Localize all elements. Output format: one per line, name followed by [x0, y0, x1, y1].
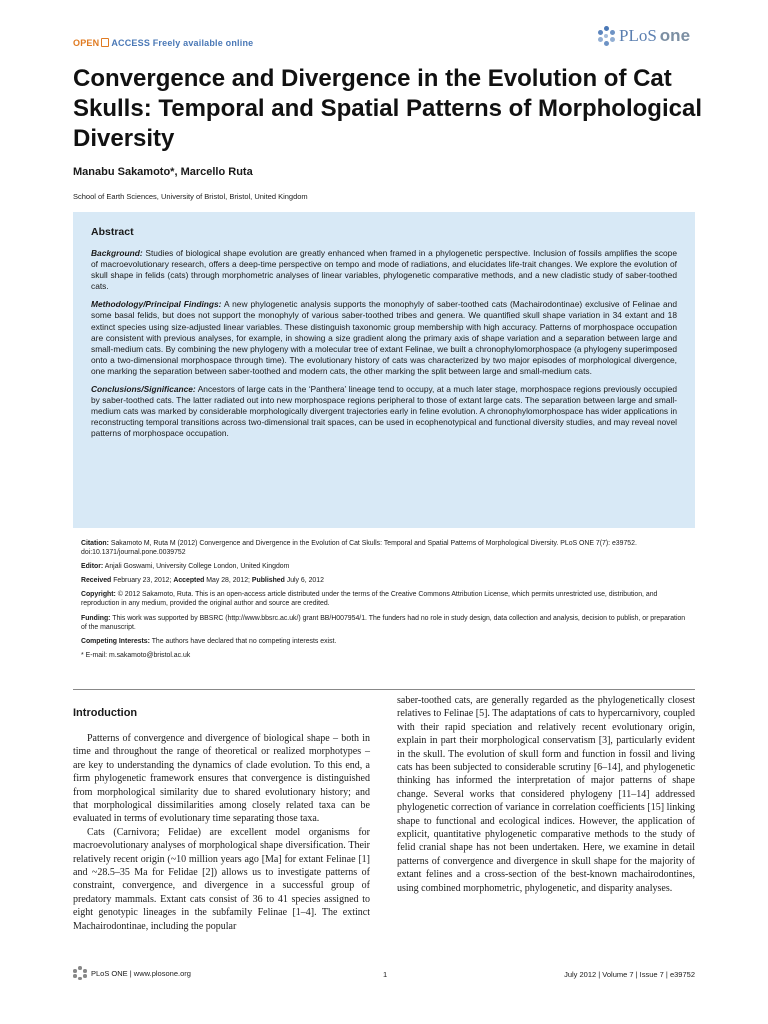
article-title: Convergence and Divergence in the Evolution of Cat Skulls: Temporal and Spatial Patterns of Morphological Diversity: [73, 65, 702, 152]
journal-logo-text: PLoS one: [619, 26, 691, 45]
editor: Editor: Anjali Goswami, University College London, United Kingdom: [81, 563, 290, 571]
funding: Funding: This work was supported by BBSRC (http://www.bbsrc.ac.uk/) grant BB/H007954/1. The funders had no role in study design, data collection and analysis, decision to publish, or preparation of the manuscript.: [81, 614, 686, 631]
copyright: Copyright: © 2012 Sakamoto, Ruta. This is an open-access article distributed under the terms of the Creative Commons Attribution License, which permits unrestricted use, distribution, and reproduction in any medium, provided the original author and source are credited.: [81, 591, 658, 608]
body-paragraph: Cats (Carnivora; Felidae) are excellent model organisms for macroevolutionary analyses of morphological shape diversification. Their relatively recent origin (~10 million years ago [Ma] for extant Felinae [1] and ~28.5–35 Ma for Felidae [2]) allows us to investigate patterns of constraint, convergence, and divergence in a successful group of predatory mammals. Extant cats consist of 36 to 41 species assigned to eight genotypic lineages in the subfamily Felinae [1–4]. The extinct Machairodontinae, including the popular: [73, 826, 370, 932]
abstract-background: Background: Studies of biological shape evolution are greatly enhanced when framed in a phylogenetic perspective. Inclusion of fossils amplifies the scope of macroevolutionary research, offers a deep-time perspective on tempo and mode of radiations, and elucidates life-trait changes. We explore the evolution of skull shape in felids (cats) through morphometric analyses of linear variables, phylogenetic comparative methods, and a new cladistic study of saber-toothed cats.: [91, 248, 677, 292]
author-affiliation: School of Earth Sciences, University of Bristol, Bristol, United Kingdom: [73, 192, 308, 201]
body-column-left: [73, 707, 370, 933]
dates: Received February 23, 2012; Accepted May 28, 2012; Published July 6, 2012: [81, 577, 324, 585]
plos-footer-icon: [73, 966, 87, 980]
open-access-prefix: OPEN: [73, 38, 100, 48]
body-paragraph: Patterns of convergence and divergence of biological shape – both in time and throughout the range of theoretical or realized morphotypes – are key to understanding the dynamics of clade evolution. To this end, a firm phylogenetic framework ensures that convergence is distinguished from morphological similarity due to shared evolutionary history; and that morphological dissimilarities among closely related taxa can be evaluated in terms of evolutionary time separating those taxa.: [73, 733, 370, 825]
citation: Citation: Sakamoto M, Ruta M (2012) Convergence and Divergence in the Evolution of Cat Skulls: Temporal and Spatial Patterns of Morphological Diversity. PLoS ONE 7(7): e39752. doi:10.1371/journal.pone.0039752: [81, 540, 637, 557]
body-column-right: [397, 694, 695, 895]
introduction-heading: Introduction: [73, 707, 138, 719]
open-access-banner: [73, 38, 253, 48]
article-metadata: [81, 539, 691, 665]
section-divider: [73, 689, 695, 690]
abstract-box: [73, 212, 695, 528]
footer-left: [73, 966, 191, 980]
footer-issue-info: July 2012 | Volume 7 | Issue 7 | e39752: [564, 970, 695, 979]
page-footer: [73, 964, 695, 980]
plos-dots-icon: [596, 26, 616, 46]
open-lock-icon: [101, 38, 109, 47]
open-access-text: ACCESS Freely available online: [111, 38, 254, 48]
abstract-methods: Methodology/Principal Findings: A new phylogenetic analysis supports the monophyly of saber-toothed cats (Machairodontinae) exclusive of Felinae and some basal felids, but does not support the monophyly of various saber-toothed tribes and genera. We quantified skull shape variation in 34 extant and 18 extinct species using size-adjusted linear variables. These distinguish taxonomic group membership with high accuracy. Patterns of morphospace occupation are consistent with previous analyses, for example, in showing a size gradient along the primary axis of shape variation and a separation between large and small-medium cats. By combining the new phylogeny with a molecular tree of extant Felinae, we built a chronophylomorphospace (a phylogeny superimposed onto a two-dimensional morphospace through time). The evolutionary history of cats was characterized by two major episodes of morphological divergence, one marking the separation between saber-toothed and modern cats, the other marking the split between large and small-medium cats.: [91, 299, 677, 376]
abstract-heading: Abstract: [91, 226, 134, 238]
body-paragraph: saber-toothed cats, are generally regarded as the phylogenetically closest relatives to Felinae [5]. The adaptations of cats to hypercarnivory, coupled with their rapid speciation and relatively recent evolutionary origin, explain in part their morphological conservatism [3], particularly evident in the skull. The evolution of skull form and function in fossil and living cats has been subjected to considerable scrutiny [6–14], and phylogenetic thinking has informed the interpretation of major patterns of shape change. Several works that considered phylogeny [11–14] addressed phylogenetic correction of variance in correlation coefficients [15] linking shape to functional and ecological indices. However, the application of explicit, quantitative phylogenetic comparative methods to the study of felid cranial shape has not been undertaken. Here, we examine in detail patterns of convergence and divergence in skull shape for the majority of extant felines and a cross-section of the best-known machairodontines, using combined morphometric, phylogenetic, and disparity analyses.: [397, 695, 695, 894]
competing-interests: Competing Interests: The authors have declared that no competing interests exist.: [81, 637, 337, 645]
abstract-conclusions: Conclusions/Significance: Ancestors of large cats in the ‘Panthera’ lineage tend to occupy, at a much later stage, morphospace regions previously occupied by saber-toothed cats. The latter radiated out into new morphospace regions peripheral to those of extant large cats. The separation between large and small-medium cats was marked by considerable morphologically divergent trajectories early in feline evolution. A chronophylomorphospace has wider applications in reconstructing temporal transitions across two-dimensional trait spaces, can be used in ecophenotypical and functional diversity studies, and may reveal novel patterns of morphospace occupation.: [91, 384, 677, 439]
page-number: 1: [383, 970, 388, 979]
contact-email: * E-mail: m.sakamoto@bristol.ac.uk: [81, 651, 191, 659]
footer-journal-site: PLoS ONE | www.plosone.org: [91, 968, 191, 978]
journal-logo: [596, 26, 690, 46]
article-authors: Manabu Sakamoto*, Marcello Ruta: [73, 166, 253, 178]
